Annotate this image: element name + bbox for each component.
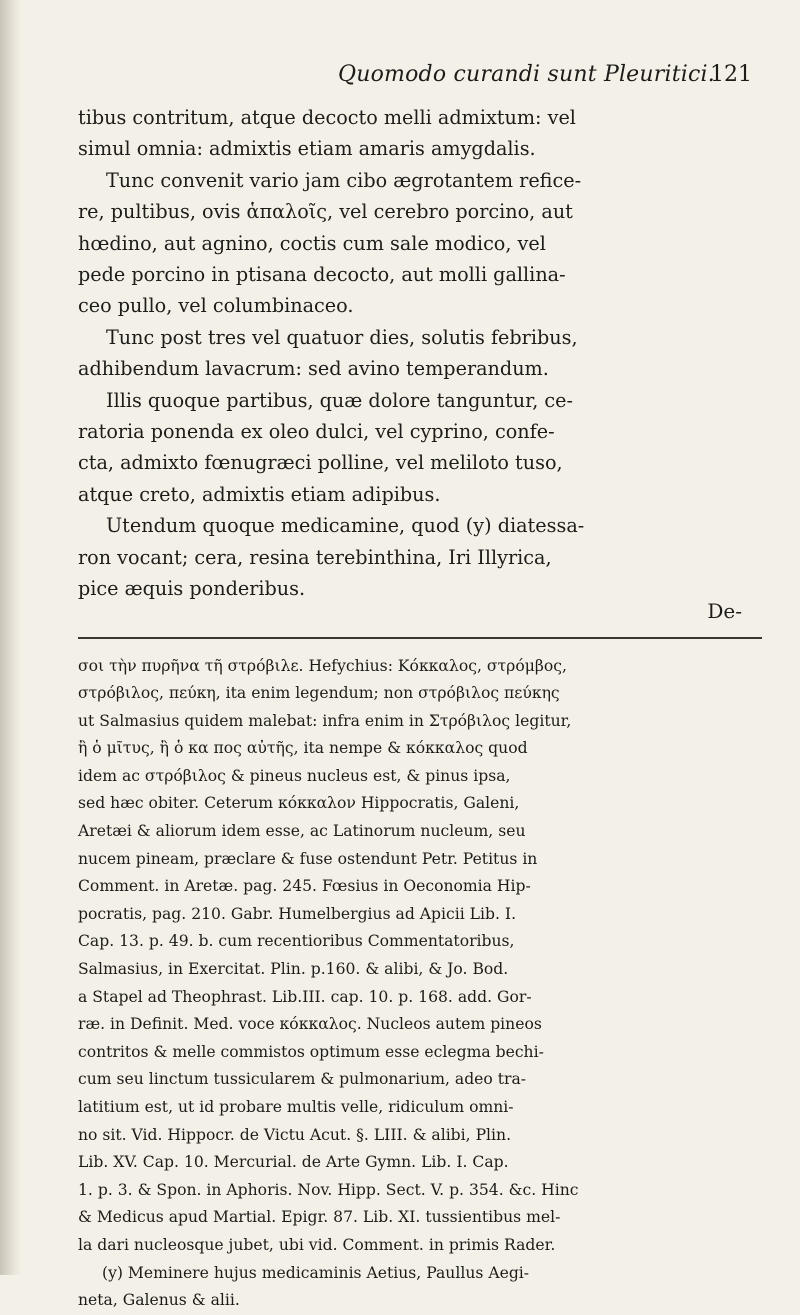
text-line: Utendum quoque medicamine, quod (y) diatessa- [106, 514, 585, 538]
footnote-line: 1. p. 3. & Spon. in Aphoris. Nov. Hipp. Sect. V. p. 354. &c. Hinc [78, 1180, 579, 1199]
footnote-line: no sit. Vid. Hippocr. de Victu Acut. §. LIII. & alibi, Plin. [78, 1125, 512, 1144]
footnote-line: Aretæi & aliorum idem esse, ac Latinorum nucleum, seu [78, 822, 526, 841]
footnote-line: Salmasius, in Exercitat. Plin. p.160. & alibi, & Jo. Bod. [78, 960, 509, 979]
text-line: Tunc post tres vel quatuor dies, solutis febribus, [106, 325, 578, 349]
footnote-line: Lib. XV. Cap. 10. Mercurial. de Arte Gymn. Lib. I. Cap. [78, 1153, 509, 1172]
footnote-line: pocratis, pag. 210. Gabr. Humelbergius ad Apicii Lib. I. [78, 904, 517, 923]
text-line: ron vocant; cera, resina terebinthina, Iri Illyrica, [78, 545, 552, 569]
text-line: ratoria ponenda ex oleo dulci, vel cyprino, confe- [78, 420, 555, 444]
text-line: ceo pullo, vel columbinaceo. [78, 294, 354, 318]
binding-gutter [0, 0, 22, 1275]
footnote-line: nucem pineam, præclare & fuse ostendunt Petr. Petitus in [78, 849, 538, 868]
page-number: 121 [710, 62, 752, 87]
text-line: cta, admixto fœnugræci polline, vel meliloto tuso, [78, 451, 563, 475]
footnote-line: sed hæc obiter. Ceterum κόκκαλον Hippocratis, Galeni, [78, 794, 520, 813]
text-line: hœdino, aut agnino, coctis cum sale modico, vel [78, 231, 546, 255]
footnote-line: la dari nucleosque jubet, ubi vid. Comment. in primis Rader. [78, 1235, 556, 1254]
footnote-line: neta, Galenus & alii. [78, 1291, 240, 1310]
text-line: atque creto, admixtis etiam adipibus. [78, 482, 441, 506]
text-line: tibus contritum, atque decocto melli admixtum: vel [78, 106, 576, 129]
text-line: pice æquis ponderibus. [78, 577, 306, 601]
text-line: Illis quoque partibus, quæ dolore tanguntur, ce- [106, 388, 573, 412]
footnote-line: στρόβιλος, πεύκη, ita enim legendum; non στρόβιλος πεύκης [78, 684, 560, 703]
text-line: Tunc convenit vario jam cibo ægrotantem refice- [106, 168, 582, 192]
main-text [78, 102, 772, 605]
footnote-line: a Stapel ad Theophrast. Lib.III. cap. 10. p. 168. add. Gor- [78, 987, 532, 1006]
footnote-line: & Medicus apud Martial. Epigr. 87. Lib. XI. tussientibus mel- [78, 1208, 561, 1227]
text-line: re, pultibus, ovis ἁπαλοῖς, vel cerebro porcino, aut [78, 200, 573, 224]
catchword: De- [707, 598, 742, 623]
footnotes [78, 653, 772, 1315]
footnote-line: σοι τὴν πυρῆνα τῆ στρόβιλε. Hefychius: Κόκκαλος, στρόμβος, [78, 656, 567, 675]
footnote-divider [78, 637, 762, 639]
text-line: simul omnia: admixtis etiam amaris amygdalis. [78, 137, 536, 161]
text-line: adhibendum lavacrum: sed avino temperandum. [78, 357, 549, 381]
footnote-line: contritos & melle commistos optimum esse eclegma bechi- [78, 1042, 544, 1061]
page-header [78, 62, 772, 102]
footnote-line: ut Salmasius quidem malebat: infra enim in Στρόβιλος legitur, [78, 711, 572, 730]
footnote-line: Comment. in Aretæ. pag. 245. Fœsius in Oeconomia Hip- [78, 877, 531, 896]
footnote-line: Cap. 13. p. 49. b. cum recentioribus Commentatoribus, [78, 932, 515, 951]
text-line: pede porcino in ptisana decocto, aut molli gallina- [78, 263, 566, 287]
footnote-line: ἢ ὁ μῖτυς, ἢ ὁ κα πος αὐτῆς, ita nempe & κόκκαλος quod [78, 739, 528, 758]
footnote-line: cum seu linctum tussicularem & pulmonarium, adeo tra- [78, 1070, 527, 1089]
running-head: Quomodo curandi sunt Pleuritici. [338, 62, 715, 87]
footnote-line: ræ. in Definit. Med. voce κόκκαλος. Nucleos autem pineos [78, 1015, 542, 1034]
footnote-line: idem ac στρόβιλος & pineus nucleus est, & pinus ipsa, [78, 766, 511, 785]
footnote-line: (y) Meminere hujus medicaminis Aetius, Paullus Aegi- [102, 1263, 530, 1282]
footnote-line: latitium est, ut id probare multis velle, ridiculum omni- [78, 1098, 514, 1116]
